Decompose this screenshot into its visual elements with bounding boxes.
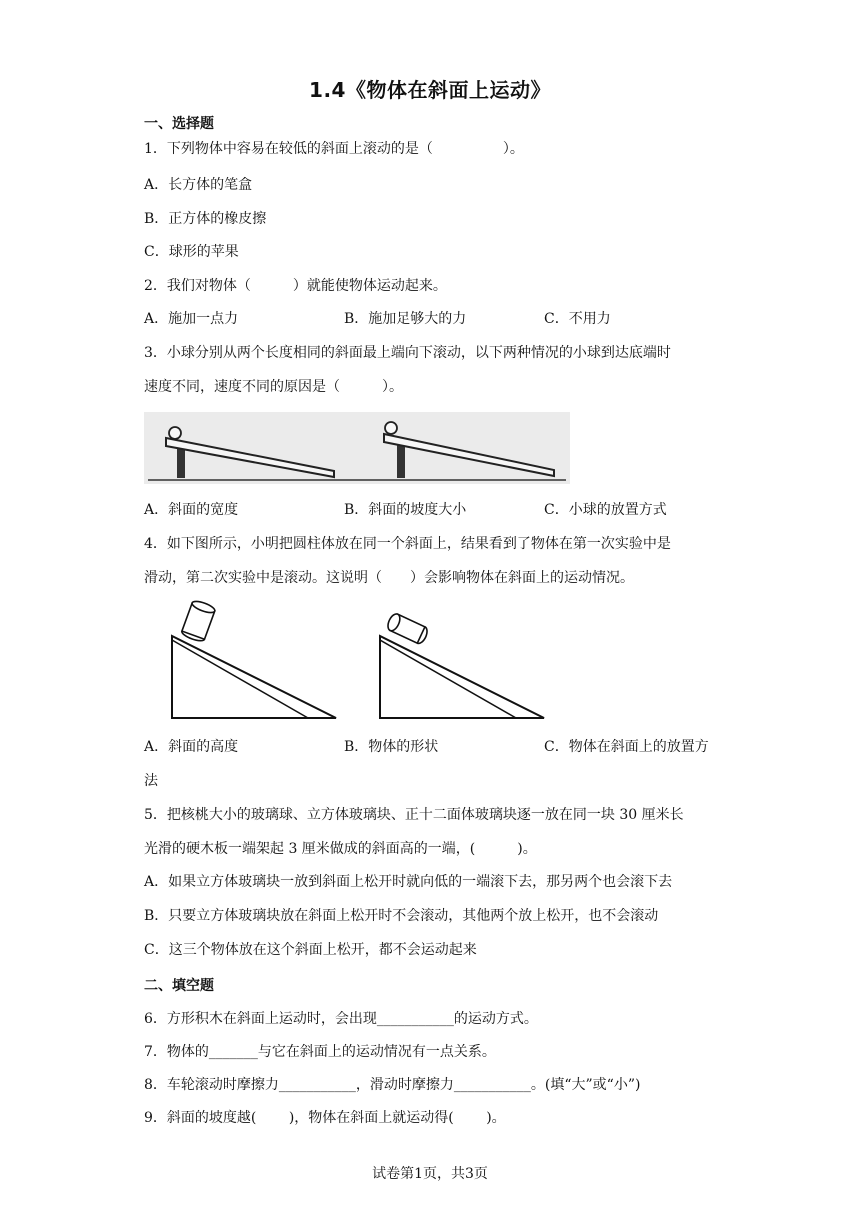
- q5-stem-line1: 5．把核桃大小的玻璃球、立方体玻璃块、正十二面体玻璃块逐一放在同一块 30 厘米长: [144, 807, 684, 823]
- q2-option-c: C．不用力: [544, 311, 611, 327]
- q4-option-c-line1: C．物体在斜面上的放置方: [544, 739, 709, 755]
- q3-option-b: B．斜面的坡度大小: [344, 502, 467, 518]
- q2-stem: 2．我们对物体（ ）就能使物体运动起来。: [144, 278, 447, 294]
- q6-text: 6．方形积木在斜面上运动时，会出现___________的运动方式。: [144, 1011, 538, 1027]
- q1-option-c: C．球形的苹果: [144, 244, 239, 260]
- q2-option-a: A．施加一点力: [144, 311, 239, 327]
- lying-cylinder-icon: [386, 612, 430, 645]
- q5-option-c: C．这三个物体放在这个斜面上松开，都不会运动起来: [144, 942, 477, 958]
- q4-stem-line2: 滑动，第二次实验中是滚动。这说明（ ）会影响物体在斜面上的运动情况。: [144, 570, 634, 586]
- ball-icon: [169, 427, 181, 439]
- q5-option-a: A．如果立方体玻璃块一放到斜面上松开时就向低的一端滚下去，那另两个也会滚下去: [144, 874, 673, 890]
- section-choice-heading: 一、选择题: [144, 116, 214, 132]
- q4-option-a: A．斜面的高度: [144, 739, 239, 755]
- q3-stem-line2: 速度不同，速度不同的原因是（ ）。: [144, 379, 403, 395]
- page-footer: 试卷第1页，共3页: [372, 1166, 488, 1182]
- q8-text: 8．车轮滚动时摩擦力___________，滑动时摩擦力___________。(填“大”或“小”): [144, 1077, 641, 1093]
- q4-cylinder-lying-figure: [376, 600, 548, 722]
- q3-option-c: C．小球的放置方式: [544, 502, 667, 518]
- ball-icon: [385, 422, 397, 434]
- q4-option-b: B．物体的形状: [344, 739, 439, 755]
- q4-cylinder-upright-figure: [168, 600, 340, 722]
- q3-stem-line1: 3．小球分别从两个长度相同的斜面最上端向下滚动，以下两种情况的小球到达底端时: [144, 345, 671, 361]
- q5-stem-line2: 光滑的硬木板一端架起 3 厘米做成的斜面高的一端，( )。: [144, 841, 537, 857]
- page-title: 1.4《物体在斜面上运动》: [309, 78, 551, 102]
- q7-text: 7．物体的_______与它在斜面上的运动情况有一点关系。: [144, 1044, 496, 1060]
- q1-option-b: B．正方体的橡皮擦: [144, 211, 267, 227]
- triangle-incline: [172, 636, 336, 718]
- q1-option-a: A．长方体的笔盒: [144, 177, 253, 193]
- q3-option-a: A．斜面的宽度: [144, 502, 239, 518]
- q3-inclined-planes-figure: [144, 412, 570, 484]
- q9-text: 9．斜面的坡度越( )，物体在斜面上就运动得( )。: [144, 1110, 506, 1126]
- q4-option-c-line2: 法: [144, 773, 158, 789]
- q2-option-b: B．施加足够大的力: [344, 311, 467, 327]
- q5-option-b: B．只要立方体玻璃块放在斜面上松开时不会滚动，其他两个放上松开，也不会滚动: [144, 908, 659, 924]
- section-fill-heading: 二、填空题: [144, 978, 214, 994]
- upright-cylinder-icon: [181, 600, 217, 643]
- triangle-incline: [380, 636, 544, 718]
- q1-stem: 1．下列物体中容易在较低的斜面上滚动的是（ ）。: [144, 141, 524, 157]
- q4-stem-line1: 4．如下图所示，小明把圆柱体放在同一个斜面上，结果看到了物体在第一次实验中是: [144, 536, 671, 552]
